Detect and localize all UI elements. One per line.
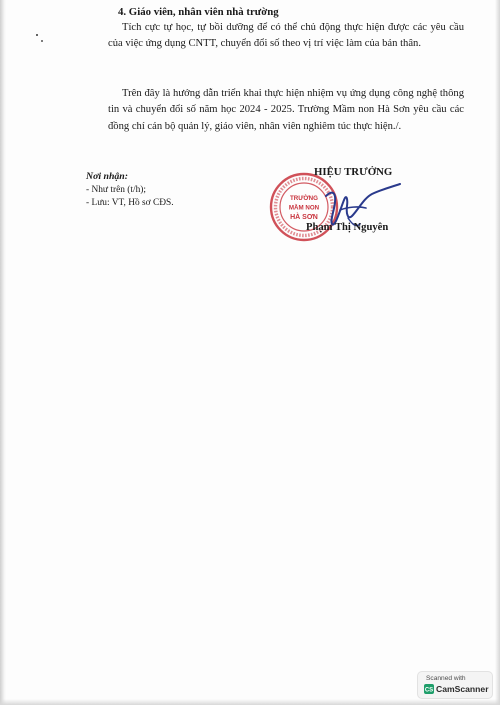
recipient-item: - Như trên (t/h); (86, 184, 147, 195)
signer-position-title: HIỆU TRƯỞNG (314, 166, 393, 178)
camscanner-watermark (418, 672, 492, 698)
watermark-caption: Scanned with (426, 675, 466, 682)
page-edge-shadow-left (0, 0, 6, 705)
watermark-brand: CamScanner (436, 684, 489, 694)
camscanner-logo-icon (424, 684, 434, 694)
svg-text:CS: CS (424, 687, 434, 694)
page-edge-shadow-right (495, 0, 500, 705)
paragraph-text: Trên đây là hướng dẫn triển khai thực hiện nhiệm vụ ứng dụng công nghệ thông tin và chuyển đổi số năm học 2024 - 2025. Trường Mầm non Hà Sơn yêu cầu các đồng chí cán bộ quản lý, giáo viên, nhân viên nghiêm túc thực hiện./. (108, 88, 464, 132)
paragraph-text: Tích cực tự học, tự bồi dưỡng để có thể chủ động thực hiện được các yêu cầu của việc ứng dụng CNTT, chuyển đổi số theo vị trí việc làm của bản thân. (108, 22, 464, 50)
recipients-block (86, 170, 174, 211)
recipient-item: - Lưu: VT, Hồ sơ CĐS. (86, 198, 174, 209)
recipients-title: Nơi nhận: (86, 171, 129, 182)
paragraph-closing (108, 86, 464, 135)
scan-speck (41, 40, 43, 42)
stamp-text: TRƯỜNG (290, 195, 318, 202)
section-heading: 4. Giáo viên, nhân viên nhà trường (118, 6, 279, 18)
scan-speck (36, 34, 38, 36)
signer-name: Phạm Thị Nguyên (306, 222, 389, 233)
paragraph-self-study (108, 20, 464, 53)
stamp-text: MẦM NON (288, 204, 320, 212)
stamp-text: HÀ SƠN (290, 214, 318, 221)
page-edge-shadow-bottom (0, 699, 500, 705)
